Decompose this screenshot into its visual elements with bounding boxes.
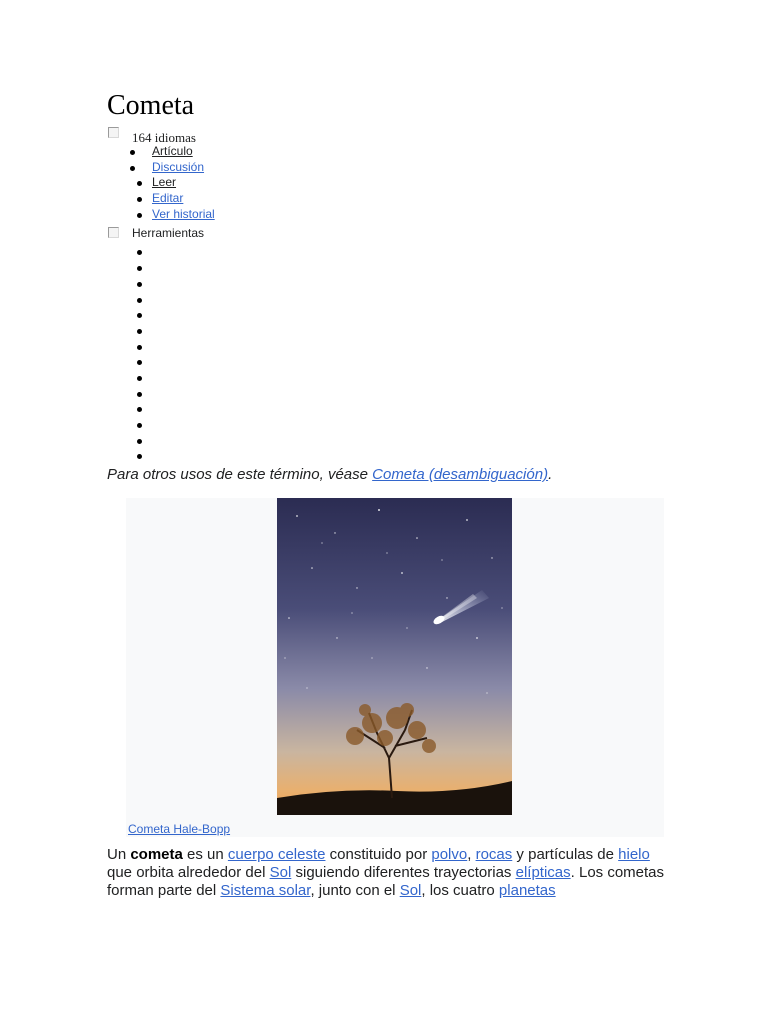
bullet-icon	[137, 266, 142, 271]
tab-articulo[interactable]	[107, 144, 667, 160]
bullet-icon	[137, 313, 142, 318]
tab-ver-historial[interactable]	[107, 207, 667, 223]
tab-label[interactable]: Artículo	[152, 144, 193, 158]
tools-item[interactable]	[107, 292, 667, 308]
tools-item[interactable]	[107, 244, 667, 260]
link-rocas[interactable]: rocas	[475, 846, 513, 863]
tools-label[interactable]: Herramientas	[132, 226, 205, 241]
bullet-icon	[137, 392, 142, 397]
tab-discusion[interactable]	[107, 160, 667, 176]
para-bold-term: cometa	[130, 846, 183, 863]
bullet-icon	[137, 250, 142, 255]
bullet-icon	[130, 166, 135, 171]
para-text: ,	[467, 846, 476, 863]
tools-toggle[interactable]	[107, 224, 667, 244]
tools-item[interactable]	[107, 401, 667, 417]
figure-caption[interactable]: Cometa Hale-Bopp	[128, 822, 231, 836]
bullet-icon	[137, 282, 142, 287]
tab-label[interactable]: Ver historial	[152, 206, 215, 221]
bullet-icon	[137, 360, 142, 365]
tools-item[interactable]	[107, 370, 667, 386]
tools-item[interactable]	[107, 323, 667, 339]
tab-leer[interactable]	[107, 175, 667, 191]
para-text: , los cuatro	[421, 882, 499, 899]
para-text: constituido por	[325, 846, 432, 863]
tools-item[interactable]	[107, 260, 667, 276]
link-hielo[interactable]: hielo	[618, 846, 650, 863]
bullet-icon	[130, 150, 135, 155]
para-text: siguiendo diferentes trayectorias	[291, 864, 516, 881]
comet-photo[interactable]	[277, 498, 512, 815]
bullet-icon	[137, 345, 142, 350]
comet-hale-bopp-photo	[277, 498, 512, 815]
link-sol[interactable]: Sol	[399, 882, 422, 899]
tools-item[interactable]	[107, 448, 667, 464]
tools-item[interactable]	[107, 386, 667, 402]
tab-label[interactable]: Discusión	[152, 159, 205, 174]
tab-label[interactable]: Editar	[152, 191, 184, 206]
article-header	[107, 88, 667, 485]
intro-paragraph	[107, 846, 667, 900]
bullet-icon	[137, 423, 142, 428]
disambiguation-link[interactable]: Cometa (desambiguación)	[372, 466, 549, 484]
tools-item[interactable]	[107, 417, 667, 433]
tools-item[interactable]	[107, 339, 667, 355]
tools-item[interactable]	[107, 307, 667, 323]
bullet-icon	[137, 376, 142, 381]
infobox-figure	[126, 498, 664, 837]
para-text: que orbita alrededor del	[107, 864, 270, 881]
tools-list	[107, 244, 667, 464]
tab-label[interactable]: Leer	[152, 175, 177, 190]
languages-checkbox[interactable]	[108, 127, 119, 138]
tools-item[interactable]	[107, 276, 667, 292]
languages-label[interactable]: 164 idiomas	[132, 130, 196, 145]
tools-item[interactable]	[107, 433, 667, 449]
hatnote	[107, 465, 667, 485]
bullet-icon	[137, 329, 142, 334]
link-polvo[interactable]: polvo	[431, 846, 468, 863]
link-planetas[interactable]: planetas	[498, 882, 556, 899]
para-text: . Los cometas forman parte del	[107, 864, 665, 899]
para-text: Un	[107, 846, 131, 863]
tools-checkbox[interactable]	[108, 227, 119, 238]
bullet-icon	[137, 298, 142, 303]
bullet-icon	[137, 181, 142, 186]
hatnote-suffix: .	[548, 466, 553, 484]
bullet-icon	[137, 213, 142, 218]
link-sol[interactable]: Sol	[269, 864, 292, 881]
tools-item[interactable]	[107, 354, 667, 370]
page-tabs	[107, 144, 667, 222]
link-cuerpo-celeste[interactable]: cuerpo celeste	[227, 846, 326, 863]
bullet-icon	[137, 454, 142, 459]
tab-editar[interactable]	[107, 191, 667, 207]
para-text: , junto con el	[310, 882, 400, 899]
link-elipticas[interactable]: elípticas	[515, 864, 571, 881]
para-text: es un	[182, 846, 228, 863]
page-title: Cometa	[107, 90, 195, 121]
bullet-icon	[137, 407, 142, 412]
languages-toggle[interactable]	[107, 124, 667, 144]
link-sistema-solar[interactable]: Sistema solar	[220, 882, 311, 899]
bullet-icon	[137, 197, 142, 202]
hatnote-prefix: Para otros usos de este término, véase	[107, 466, 373, 484]
para-text: y partículas de	[512, 846, 619, 863]
bullet-icon	[137, 439, 142, 444]
